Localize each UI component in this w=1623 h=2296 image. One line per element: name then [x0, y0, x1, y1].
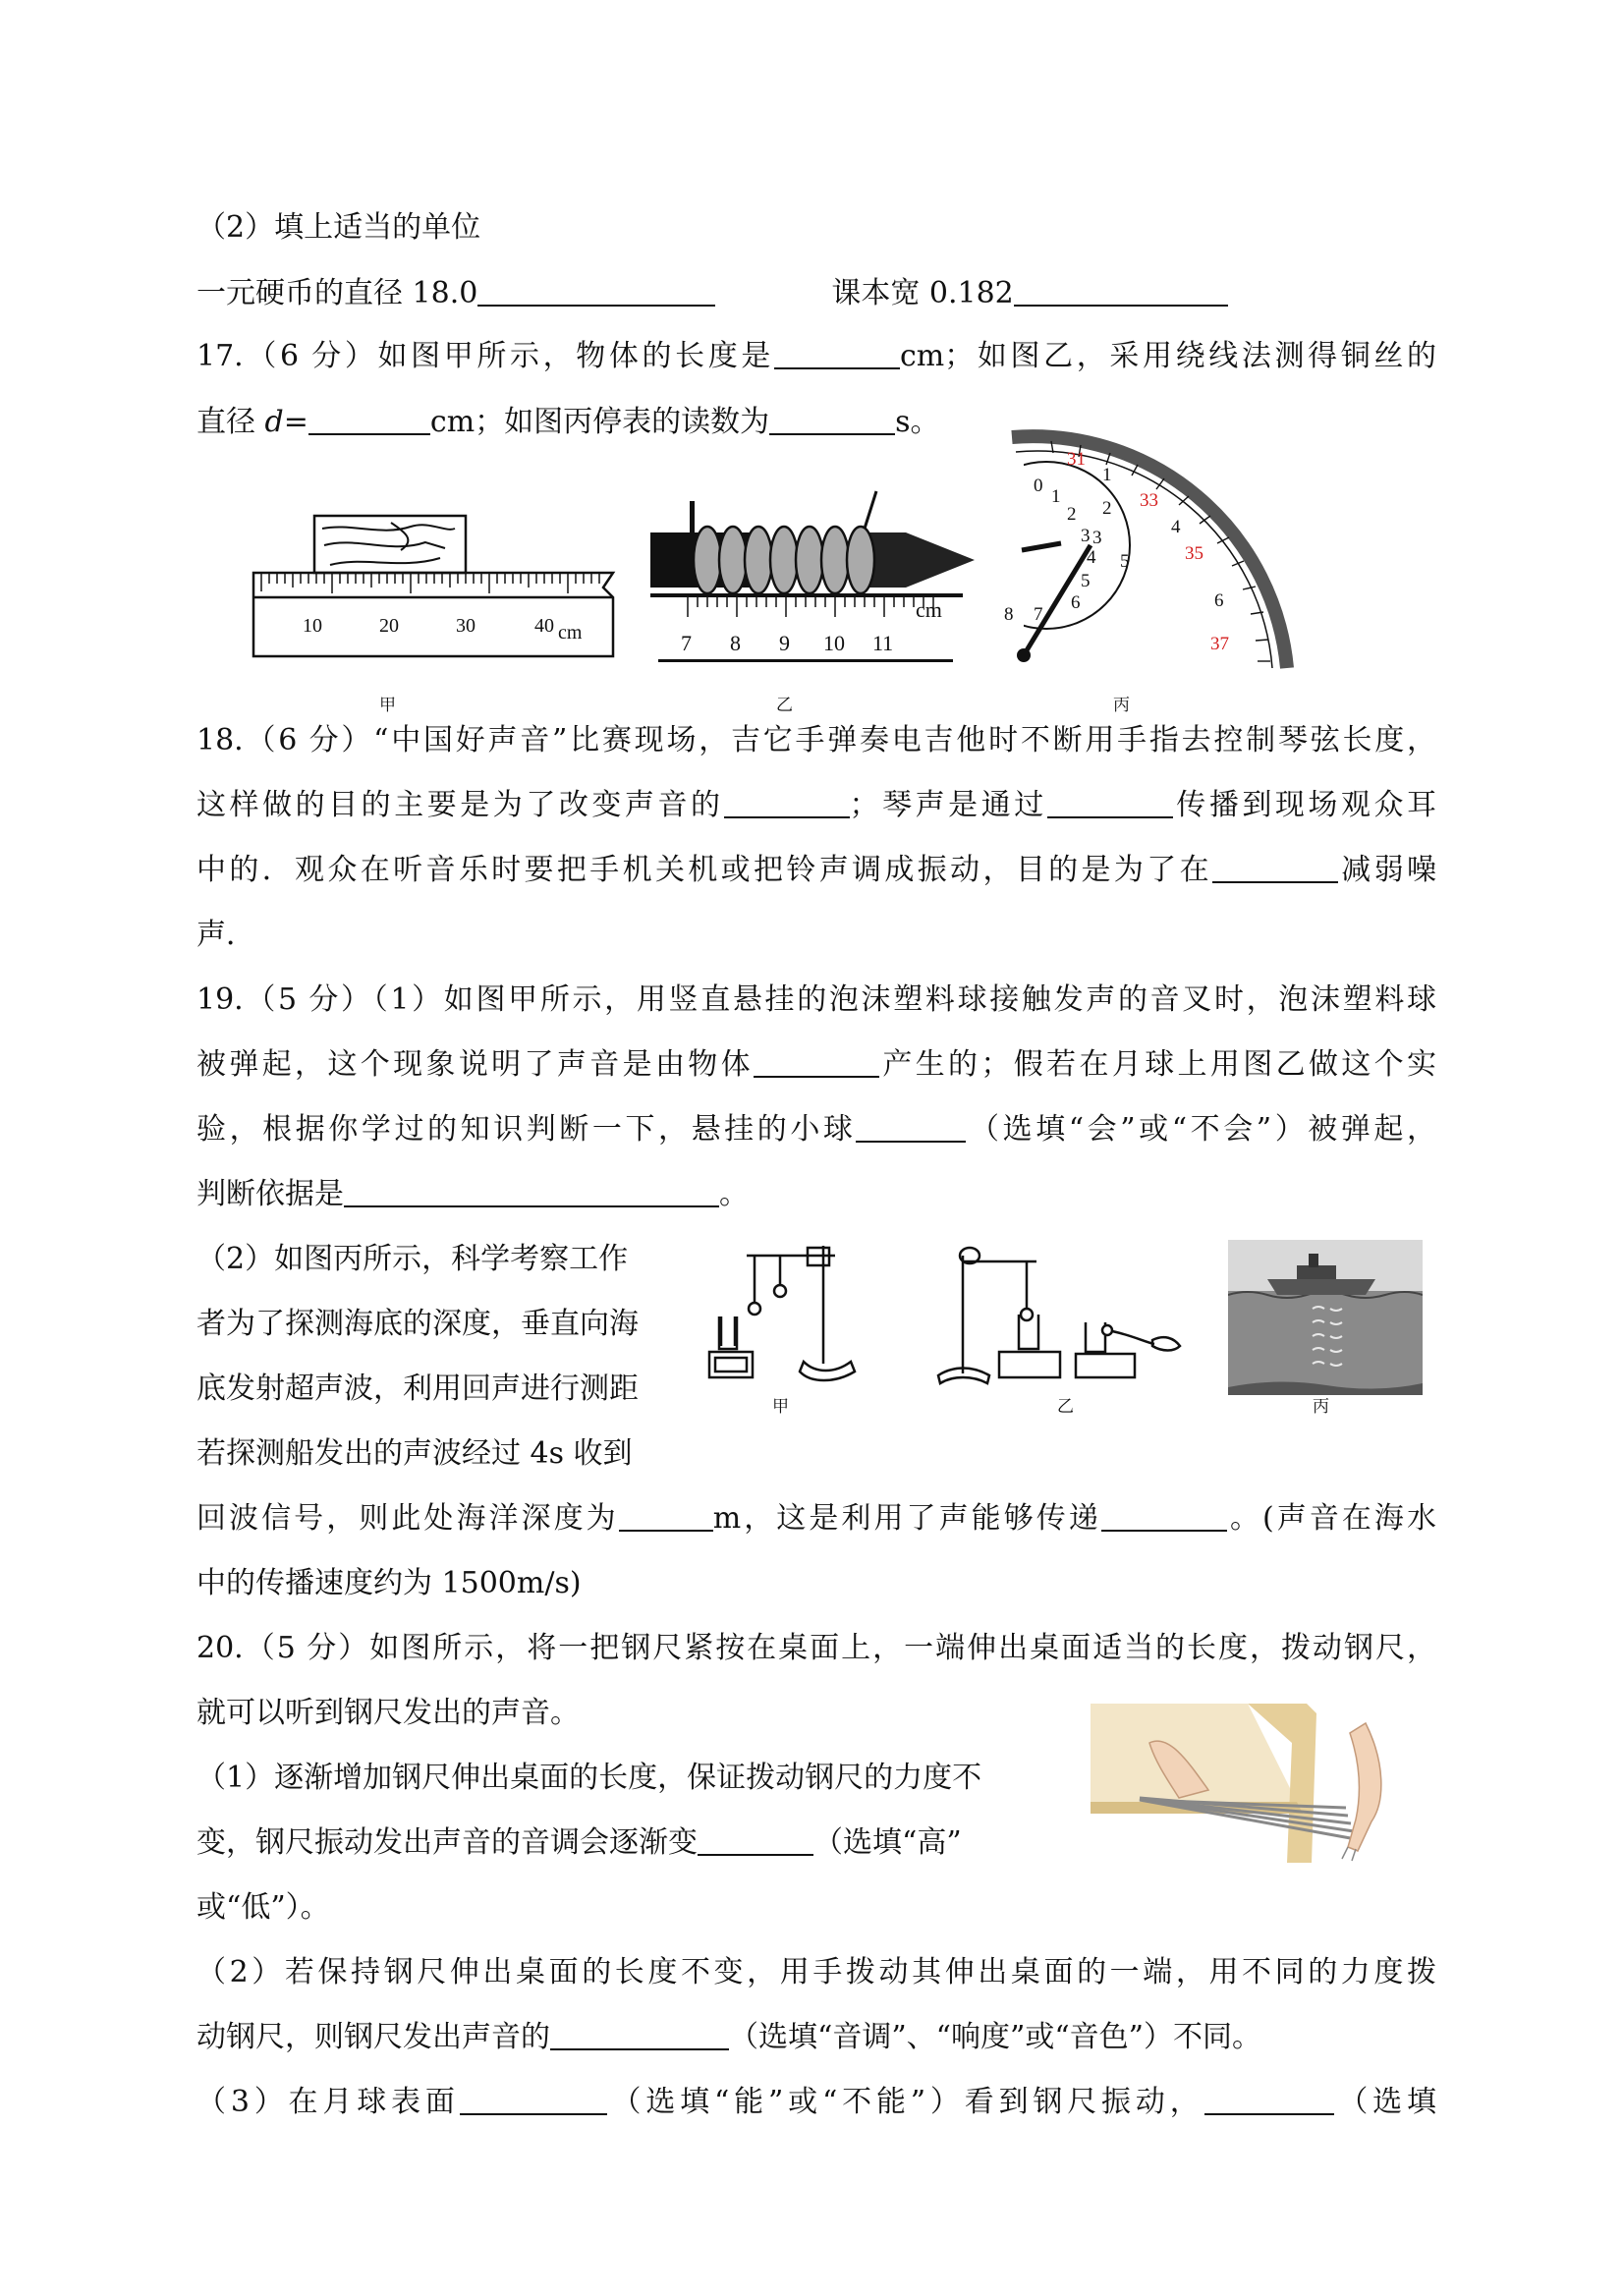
coil-figure: [648, 472, 982, 668]
noise-reduction-blank[interactable]: [1212, 852, 1338, 883]
coil-tick-label: 10: [823, 631, 845, 655]
ruler-tick-label: 40: [534, 615, 554, 637]
watch-inner-label: 0: [1034, 476, 1043, 496]
coin-unit-blank[interactable]: [477, 275, 715, 307]
q20-s2-l2: 动钢尺，则钢尺发出声音的 （选填“音调”、“响度”或“音色”）不同。: [196, 2020, 1262, 2054]
watch-red-label: 31: [1067, 449, 1086, 470]
q19-line1: 19.（5 分）（1）如图甲所示，用竖直悬挂的泡沫塑料球接触发声的音叉时，泡沫塑料球: [196, 982, 1436, 1017]
watch-inner-label: 3: [1081, 526, 1091, 546]
watch-inner-label: 1: [1051, 486, 1061, 507]
watch-inner-label: 6: [1071, 592, 1081, 613]
coil-tick-label: 9: [779, 631, 790, 655]
q20-s1-l1: （1）逐渐增加钢尺伸出桌面的长度，保证拨动钢尺的力度不: [196, 1761, 982, 1795]
stopwatch-blank[interactable]: [769, 404, 895, 435]
q19-line2: 被弹起，这个现象说明了声音是由物体 产生的；假若在月球上用图乙做这个实: [196, 1047, 1436, 1082]
coin-text: 一元硬币的直径 18.0: [196, 276, 478, 310]
watch-inner-label: 2: [1067, 504, 1077, 525]
watch-outer-label: 5: [1120, 551, 1130, 572]
watch-red-label: 33: [1140, 490, 1158, 511]
book-unit-blank[interactable]: [1014, 275, 1228, 307]
coil-tick-label: 7: [681, 631, 692, 655]
q18-line3: 中的．观众在听音乐时要把手机关机或把铃声调成振动，目的是为了在 减弱噪: [196, 853, 1437, 887]
q17-line1: 17.（6 分）如图甲所示，物体的长度是 cm；如图乙，采用绕线法测得铜丝的: [196, 339, 1436, 373]
reason-blank[interactable]: [344, 1176, 719, 1207]
caption-yi: 乙: [776, 696, 793, 715]
coil-tick-label: 8: [730, 631, 741, 655]
sound-property-blank[interactable]: [724, 787, 850, 818]
watch-second-hand: [1024, 545, 1091, 655]
see-vibration-blank[interactable]: [460, 2084, 607, 2115]
watch-inner-label: 7: [1034, 604, 1043, 625]
ruler-tick-label: 20: [379, 615, 399, 637]
caption-q19-jia: 甲: [772, 1397, 789, 1417]
q16-sub2-title: （2）填上适当的单位: [196, 210, 481, 245]
loudness-blank[interactable]: [550, 2019, 729, 2050]
q17-line2: 直径 d= cm；如图丙停表的读数为 s。: [196, 405, 940, 439]
coil-tick-label: 11: [872, 631, 894, 655]
caption-q19-bing: 丙: [1313, 1397, 1329, 1417]
hear-sound-blank[interactable]: [1204, 2084, 1334, 2115]
steel-ruler-figure: [1091, 1704, 1411, 1863]
q20-line1: 20.（5 分）如图所示，将一把钢尺紧按在桌面上，一端伸出桌面适当的长度，拨动钢尺，: [196, 1631, 1436, 1665]
q20-s3: （3）在月球表面 （选填“能”或“不能”）看到钢尺振动， （选填: [196, 2085, 1437, 2119]
watch-outer-label: 2: [1102, 498, 1112, 519]
q18-line1: 18.（6 分）“中国好声音”比赛现场，吉它手弹奏电吉他时不断用手指去控制琴弦长度，: [196, 723, 1436, 757]
diameter-blank[interactable]: [308, 404, 430, 435]
q19-line9: 回波信号，则此处海洋深度为 m，这是利用了声能够传递 。(声音在海水: [196, 1501, 1436, 1536]
q19-line4: 判断依据是 。: [196, 1177, 749, 1211]
watch-minute-hand: [1022, 543, 1061, 550]
ship-sonar-figure: [1228, 1240, 1423, 1395]
tuning-fork-figure-yi: [928, 1236, 1203, 1393]
vibration-blank[interactable]: [754, 1046, 879, 1078]
caption-q19-yi: 乙: [1057, 1397, 1074, 1417]
ruler-figure: [244, 511, 637, 658]
watch-red-label: 35: [1185, 543, 1203, 564]
information-blank[interactable]: [1101, 1500, 1227, 1532]
ruler-tick-label: 30: [456, 615, 476, 637]
watch-outer-label: 3: [1092, 528, 1102, 548]
book-text: 课本宽 0.182: [831, 276, 1014, 310]
length-blank[interactable]: [774, 338, 900, 369]
q20-s1-l2: 变，钢尺振动发出声音的音调会逐渐变 （选填“高”: [196, 1825, 962, 1860]
medium-blank[interactable]: [1047, 787, 1173, 818]
depth-blank[interactable]: [619, 1500, 713, 1532]
q16-units-line: [196, 274, 1228, 313]
watch-inner-label: 5: [1081, 571, 1091, 591]
caption-bing: 丙: [1113, 696, 1130, 715]
ruler-tick-label: 10: [303, 615, 322, 637]
q19-line10: 中的传播速度约为 1500m/s): [196, 1566, 582, 1600]
q19-line3: 验，根据你学过的知识判断一下，悬挂的小球 （选填“会”或“不会”）被弹起，: [196, 1112, 1436, 1147]
watch-inner-label: 4: [1087, 547, 1096, 568]
coil-unit: cm: [916, 597, 942, 622]
caption-jia: 甲: [379, 696, 396, 715]
q18-line4: 声．: [196, 918, 255, 952]
q18-line2: 这样做的目的主要是为了改变声音的 ；琴声是通过 传播到现场观众耳: [196, 788, 1437, 822]
q19-sub2-l4: 若探测船发出的声波经过 4s 收到: [196, 1436, 633, 1471]
q19-sub2-l2: 者为了探测海底的深度，垂直向海: [196, 1307, 639, 1341]
watch-outer-label: 1: [1102, 465, 1112, 485]
q20-line2: 就可以听到钢尺发出的声音。: [196, 1696, 580, 1730]
watch-inner-label: 8: [1004, 604, 1014, 625]
q19-sub2-l3: 底发射超声波，利用回声进行测距: [196, 1372, 639, 1406]
pitch-blank[interactable]: [698, 1824, 813, 1856]
q20-s2-l1: （2）若保持钢尺伸出桌面的长度不变，用手拨动其伸出桌面的一端，用不同的力度拨: [196, 1955, 1436, 1989]
watch-outer-label: 6: [1214, 590, 1224, 611]
q20-s1-l3: 或“低”）。: [196, 1890, 330, 1925]
bounce-blank[interactable]: [856, 1111, 966, 1143]
q19-sub2-l1: （2）如图丙所示，科学考察工作: [196, 1242, 629, 1276]
watch-red-label: 37: [1210, 634, 1229, 654]
stopwatch-figure: [992, 398, 1307, 683]
ruler-unit: cm: [558, 622, 583, 644]
watch-outer-label: 4: [1171, 517, 1181, 537]
tuning-fork-figure-jia: [698, 1236, 865, 1393]
